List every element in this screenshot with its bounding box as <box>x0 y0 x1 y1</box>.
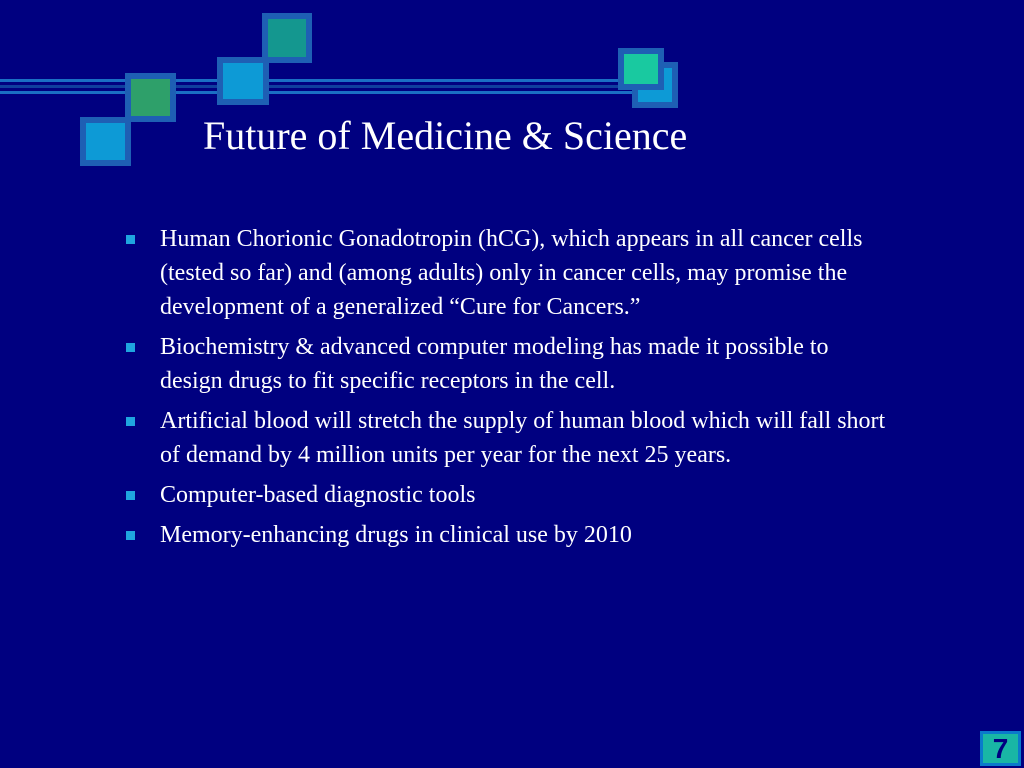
decor-square-blue-upper <box>217 57 269 105</box>
slide-title: Future of Medicine & Science <box>203 113 688 158</box>
page-number-badge: 7 <box>980 731 1021 766</box>
bullet-marker <box>126 343 135 352</box>
bullet-item <box>126 478 896 512</box>
bullet-item <box>126 222 896 324</box>
decor-line-bottom <box>0 91 676 94</box>
bullet-list <box>126 222 896 558</box>
bullet-marker <box>126 531 135 540</box>
bullet-marker <box>126 491 135 500</box>
bullet-item <box>126 330 896 398</box>
bullet-text: Computer-based diagnostic tools <box>160 482 476 508</box>
bullet-text: Memory-enhancing drugs in clinical use by 2010 <box>160 522 632 548</box>
decor-line-middle <box>0 85 676 88</box>
decor-square-teal <box>262 13 312 63</box>
decor-square-green <box>125 73 176 122</box>
bullet-marker <box>126 417 135 426</box>
bullet-marker <box>126 235 135 244</box>
decor-square-blue-left <box>80 117 131 166</box>
bullet-item <box>126 404 896 472</box>
bullet-item <box>126 518 896 552</box>
decor-line-top <box>0 79 676 82</box>
bullet-text: Biochemistry & advanced computer modeling has made it possible to design drugs to fit specific receptors in the cell. <box>160 334 829 394</box>
bullet-text: Human Chorionic Gonadotropin (hCG), which appears in all cancer cells (tested so far) and (among adults) only in cancer cells, may promise the development of a generalized “Cure for Cancers.” <box>160 226 863 320</box>
decor-square-mint <box>618 48 664 90</box>
bullet-text: Artificial blood will stretch the supply of human blood which will fall short of demand by 4 million units per year for the next 25 years. <box>160 408 886 468</box>
